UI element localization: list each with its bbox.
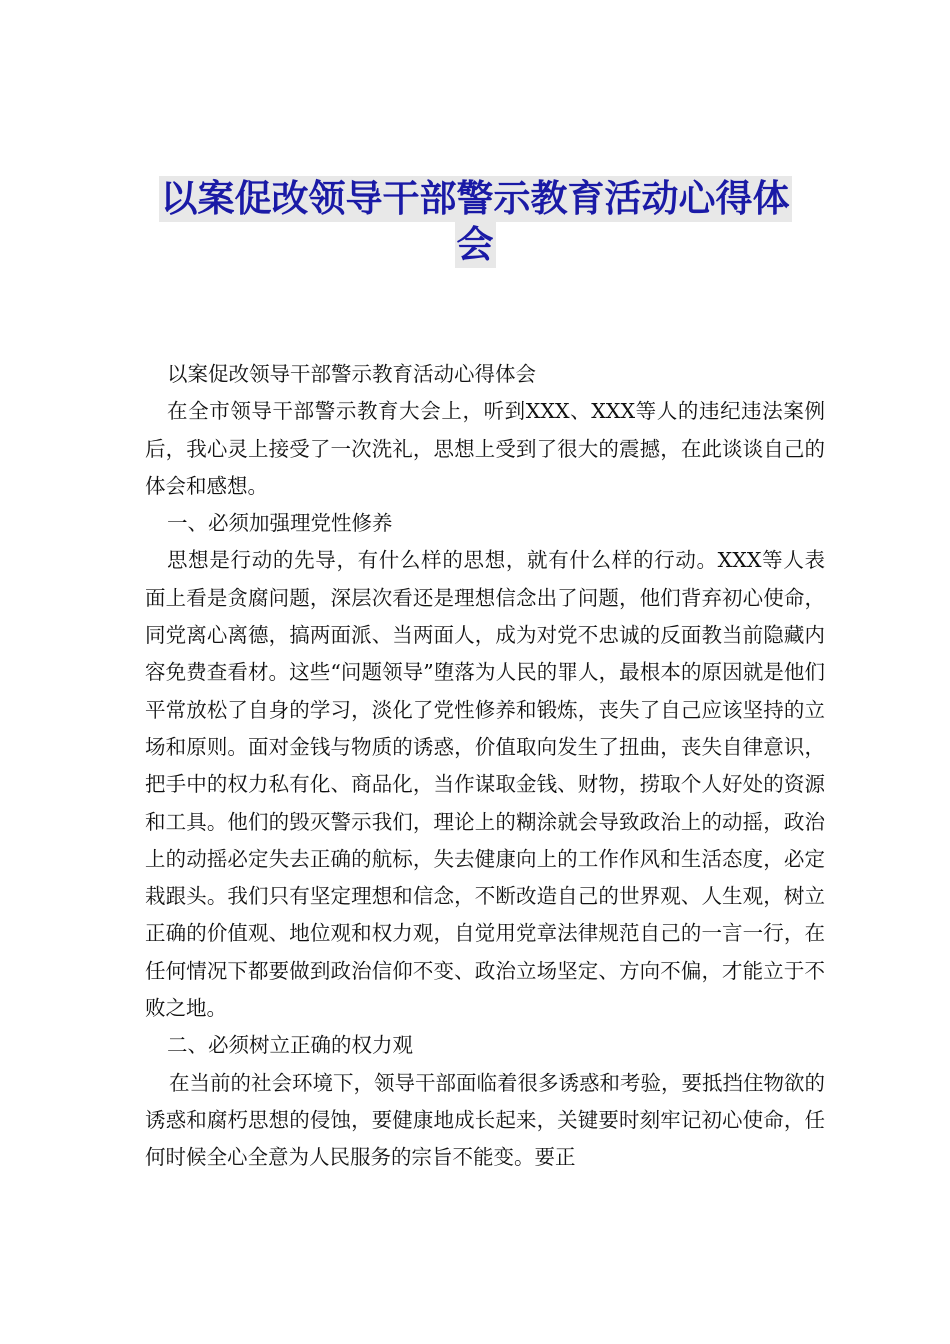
document-title: [0, 176, 950, 268]
section-1-paragraph: 思想是行动的先导，有什么样的思想，就有什么样的行动。XXX等人表面上看是贪腐问题，深层次看还是理想信念出了问题，他们背弃初心使命，同党离心离德，搞两面派、当两面人，成为对党不忠诚的反面教当前隐藏内容免费查看材。这些“问题领导”堕落为人民的罪人，最根本的原因就是他们平常放松了自身的学习，淡化了党性修养和锻炼，丧失了自己应该坚持的立场和原则。面对金钱与物质的诱惑，价值取向发生了扭曲，丧失自律意识，把手中的权力私有化、商品化，当作谋取金钱、财物，捞取个人好处的资源和工具。他们的毁灭警示我们，理论上的糊涂就会导致政治上的动摇，政治上的动摇必定失去正确的航标，失去健康向上的工作作风和生活态度，必定栽跟头。我们只有坚定理想和信念，不断改造自己的世界观、人生观，树立正确的价值观、地位观和权力观，自觉用党章法律规范自己的一言一行，在任何情况下都要做到政治信仰不变、政治立场坚定、方向不偏，才能立于不败之地。: [145, 548, 825, 1021]
title-line-2: 会: [456, 223, 494, 266]
subtitle-paragraph: 以案促改领导干部警示教育活动心得体会: [167, 362, 536, 386]
section-heading-1: 一、必须加强理党性修养: [167, 511, 393, 536]
section-2-paragraph: 在当前的社会环境下，领导干部面临着很多诱惑和考验，要抵挡住物欲的诱惑和腐朽思想的侵蚀，要健康地成长起来，关键要时刻牢记初心使命，任何时候全心全意为人民服务的宗旨不能变。要正: [145, 1070, 825, 1170]
intro-paragraph: 在全市领导干部警示教育大会上，听到XXX、XXX等人的违纪违法案例后，我心灵上接受了一次洗礼，思想上受到了很大的震撼，在此谈谈自己的体会和感想。: [145, 399, 825, 498]
title-line-1: 以案促改领导干部警示教育活动心得体: [160, 177, 790, 220]
document-body: [145, 356, 825, 1177]
section-heading-2: 二、必须树立正确的权力观: [167, 1033, 413, 1058]
